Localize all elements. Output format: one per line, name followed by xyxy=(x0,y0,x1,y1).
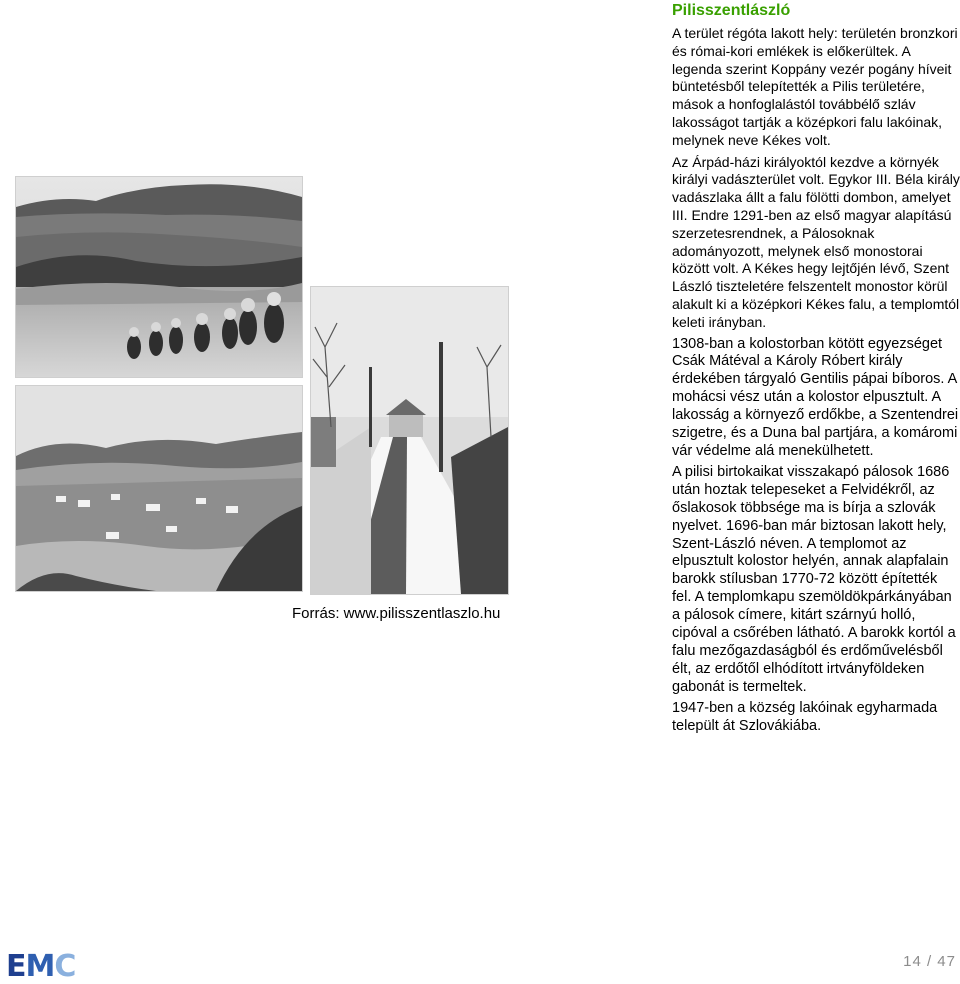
image-source-caption: Forrás: www.pilisszentlaszlo.hu xyxy=(292,605,501,622)
photo-snowy-road xyxy=(310,286,509,595)
article-paragraph: A terület régóta lakott hely: területén bronzkori és római-kori emlékek is előkerültek. A legenda szerint Koppány vezér pogány híveit büntetésből telepítették a Pilis területére, mások a honfoglalástól továbbélő szláv lakosságot tartják a középkori falu lakóinak, melynek neve Kékes volt. xyxy=(672,25,958,148)
article-text xyxy=(672,0,960,738)
article-paragraph: A pilisi birtokaikat visszakapó pálosok 1686 után hoztak telepeseket a Felvidékről, az őslakosok többsége ma is bírja a szlovák nyelvet. 1696-ban már biztosan lakott hely, Szent-László néven. A templomot az elpusztult kolostor helyén, annak alapfalain barokk stílusban 1770-72 között építették fel. A templomkapu szemöldökpárkányában a pálosok címere, kitárt szárnyú holló, cipóval a csőrében látható. A barokk kortól a falu mezőgazdaságból és erdőművelésből élt, az erdőtől elhódított irtványföldeken gabonát is termeltek. xyxy=(672,463,956,695)
article-title: Pilisszentlászló xyxy=(672,2,791,19)
article-paragraph: 1947-ben a község lakóinak egyharmada települt át Szlovákiába. xyxy=(672,699,938,734)
photo-village-valley-image xyxy=(16,386,302,591)
photo-snowy-road-image xyxy=(311,287,508,594)
article-paragraph: 1308-ban a kolostorban kötött egyezséget Csák Mátéval a Károly Róbert király érdekében tárgyaló Gentilis pápai bíboros. A mohácsi vész után a kolostor elpusztult. A lakosság a környező erdőkbe, a Szentendrei szigetre, és a Duna bal partjára, a komáromi vár védelme alá menekülhetett. xyxy=(672,335,959,459)
logo-letter-m: M xyxy=(25,949,55,984)
photo-village-valley xyxy=(15,385,303,592)
photo-hillside-children-image xyxy=(16,177,302,377)
logo-letter-c: C xyxy=(54,949,76,984)
article-paragraph: Az Árpád-házi királyoktól kezdve a környék királyi vadászterület volt. Egykor III. Béla király vadászlaka állt a falu fölötti dombon, amelyet III. Endre 1291-ben az első magyar alapítású szerzetesrendnek, a Pálosoknak adományozott, melynek első monostorai között volt. A Kékes hegy lejtőjén lévő, Szent László tiszteletére felszentelt monostor körül alakult ki a középkori Kékes falu, a templomtól keleti irányban. xyxy=(672,153,960,330)
emc-logo xyxy=(6,949,76,984)
logo-letter-e: E xyxy=(6,949,26,984)
photo-hillside-children xyxy=(15,176,303,378)
page-number: 14 / 47 xyxy=(903,953,956,970)
